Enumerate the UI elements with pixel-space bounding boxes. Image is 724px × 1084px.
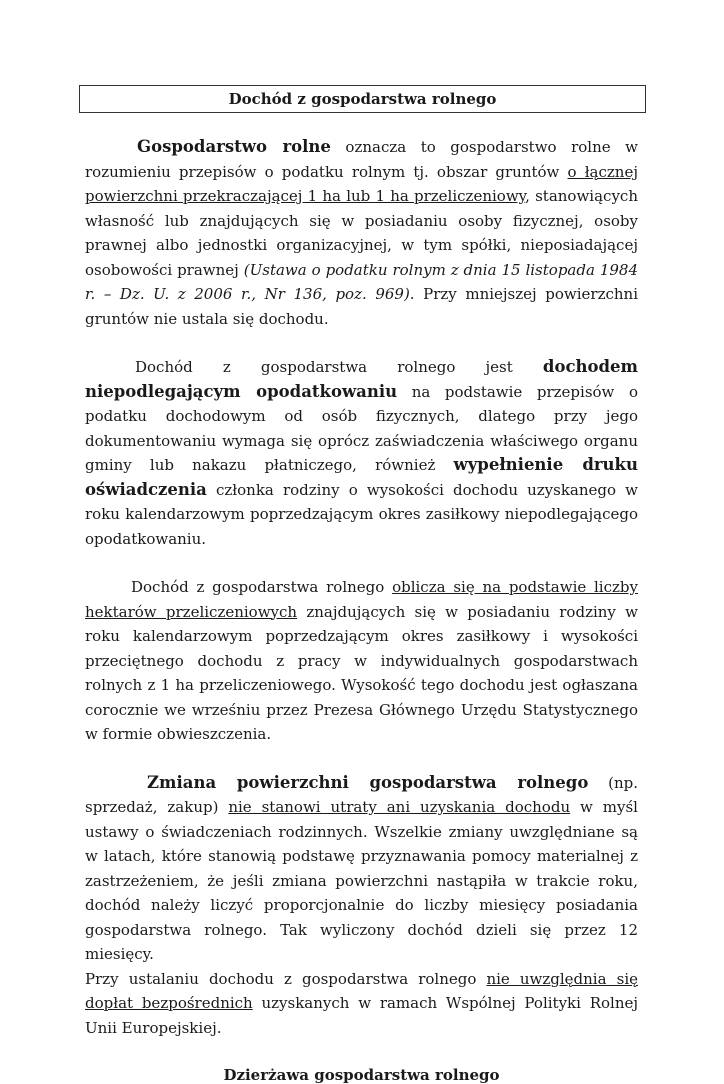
document-title: Dochód z gospodarstwa rolnego (79, 85, 646, 113)
text-segment: członka rodziny o wysokości dochodu uzyskanego w roku kalendarzowym poprzedzającym okres zasiłkowy niepodlegającego opodatkowaniu. (85, 480, 638, 548)
area-threshold: o łącznej powierzchni przekraczającej 1 ha lub 1 ha przeliczeniowy (85, 162, 638, 205)
text-segment: (np. sprzedaż, zakup) (85, 773, 639, 816)
paragraph-income-calculation (85, 575, 638, 747)
text-segment: znajdujących się w posiadaniu rodziny w roku kalendarzowym poprzedzającym okres zasiłkowy i wysokości przeciętnego dochodu z pracy w indywidualnych gospodarstwach rolnych z 1 ha przeliczeniowego. Wysokość tego dochodu jest ogłaszana corocznie we wrześniu przez Prezesa Głównego Urzędu Statystycznego w formie obwieszczenia. (85, 602, 638, 743)
text-segment: Dochód z gospodarstwa rolnego (131, 578, 393, 596)
text-segment: , stanowiących własność lub znajdujących się w posiadaniu osoby fizycznej, osoby prawnej albo jednostki organizacyjnej, w tym spółki, nieposiadającej osobowości prawnej (85, 187, 638, 279)
text-segment: Przy mniejszej powierzchni gruntów nie ustala się dochodu. (85, 285, 638, 328)
paragraph-area-change (85, 771, 638, 967)
text-segment: Dochód z gospodarstwa rolnego jest (135, 358, 543, 376)
farm-term: Gospodarstwo rolne (137, 137, 331, 156)
paragraph-direct-payments (85, 967, 638, 1041)
paragraph-farm-definition (85, 135, 638, 331)
untaxed-income-term: dochodem niepodlegającym opodatkowaniu (85, 357, 638, 401)
text-segment: Przy ustalaniu dochodu z gospodarstwa rolnego (85, 969, 487, 988)
statute-citation: (Ustawa o podatku rolnym z dnia 15 listopada 1984 r. – Dz. U. z 2006 r., Nr 136, poz. 969). (85, 260, 639, 303)
area-change-term: Zmiana powierzchni gospodarstwa rolnego (147, 772, 589, 792)
section-heading-lease: Dzierżawa gospodarstwa rolnego (223, 1066, 500, 1084)
no-loss-gain-note: nie stanowi utraty ani uzyskania dochodu (228, 798, 571, 816)
text-segment: w myśl ustawy o świadczeniach rodzinnych. Wszelkie zmiany uwzględniane są w latach, które stanowią podstawę przyznawania pomocy materialnej z zastrzeżeniem, że jeśli zmiana powierzchni nastąpiła w trakcie roku, dochód należy liczyć proporcjonalnie do liczby miesięcy posiadania gospodarstwa rolnego. Tak wyliczony dochód dzieli się przez 12 miesięcy. (85, 798, 638, 963)
document-page (85, 85, 638, 1084)
text-segment: na podstawie przepisów o podatku dochodowym od osób fizycznych, dlatego przy jego dokumentowaniu wymaga się oprócz zaświadczenia właściwego organu gminy lub nakazu płatniczego, również (85, 382, 638, 474)
text-segment: uzyskanych w ramach Wspólnej Polityki Rolnej Unii Europejskiej. (85, 994, 639, 1037)
declaration-form-term: wypełnienie druku oświadczenia (85, 455, 638, 499)
paragraph-tax-status (85, 355, 638, 551)
calculation-basis: oblicza się na podstawie liczby hektarów przeliczeniowych (85, 578, 638, 621)
direct-payments-note: nie uwzględnia się dopłat bezpośrednich (85, 969, 638, 1012)
text-segment: oznacza to gospodarstwo rolne w rozumieniu przepisów o podatku rolnym tj. obszar gruntów (85, 138, 638, 181)
